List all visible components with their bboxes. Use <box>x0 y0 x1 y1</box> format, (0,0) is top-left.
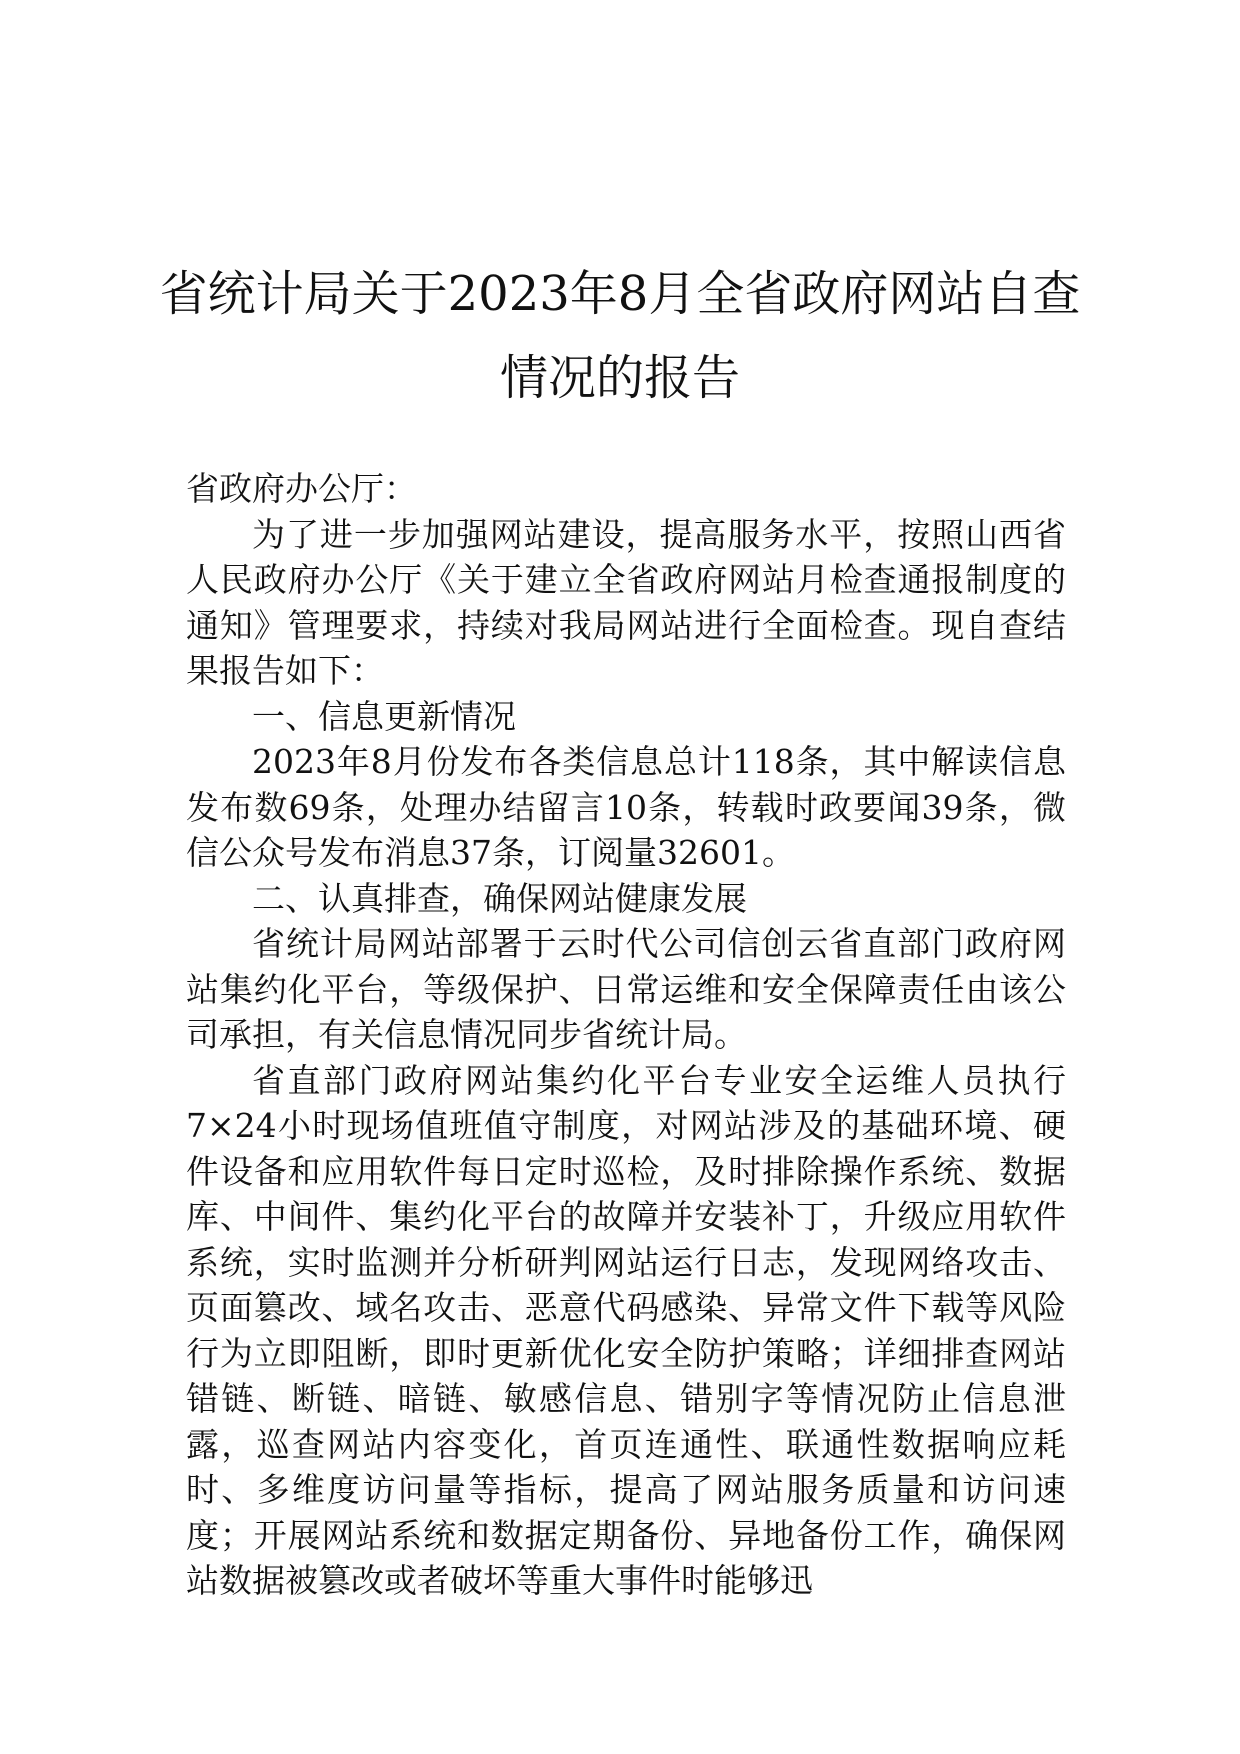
paragraph-deployment: 省统计局网站部署于云时代公司信创云省直部门政府网站集约化平台，等级保护、日常运维和安全保障责任由该公司承担，有关信息情况同步省统计局。 <box>186 924 1066 1054</box>
section-heading-info-update: 一、信息更新情况 <box>252 696 516 736</box>
document-body <box>186 466 1066 1604</box>
paragraph-operations: 省直部门政府网站集约化平台专业安全运维人员执行7×24小时现场值班值守制度，对网站涉及的基础环境、硬件设备和应用软件每日定时巡检，及时排除操作系统、数据库、中间件、集约化平台的故障并安装补丁，升级应用软件系统，实时监测并分析研判网站运行日志，发现网络攻击、页面篡改、域名攻击、恶意代码感染、异常文件下载等风险行为立即阻断，即时更新优化安全防护策略；详细排查网站错链、断链、暗链、敏感信息、错别字等情况防止信息泄露，巡查网站内容变化，首页连通性、联通性数据响应耗时、多维度访问量等指标，提高了网站服务质量和访问速度；开展网站系统和数据定期备份、异地备份工作，确保网站数据被篡改或者破坏等重大事件时能够迅 <box>186 1060 1066 1600</box>
paragraph-intro: 为了进一步加强网站建设，提高服务水平，按照山西省人民政府办公厅《关于建立全省政府网站月检查通报制度的通知》管理要求，持续对我局网站进行全面检查。现自查结果报告如下： <box>186 514 1066 690</box>
salutation: 省政府办公厅： <box>186 469 417 508</box>
document-title: 省统计局关于2023年8月全省政府网站自查情况的报告 <box>159 266 1081 406</box>
paragraph-info-stats: 2023年8月份发布各类信息总计118条，其中解读信息发布数69条，处理办结留言10条，转载时政要闻39条，微信公众号发布消息37条，订阅量32601。 <box>186 742 1066 872</box>
section-heading-inspection: 二、认真排查，确保网站健康发展 <box>252 878 747 918</box>
